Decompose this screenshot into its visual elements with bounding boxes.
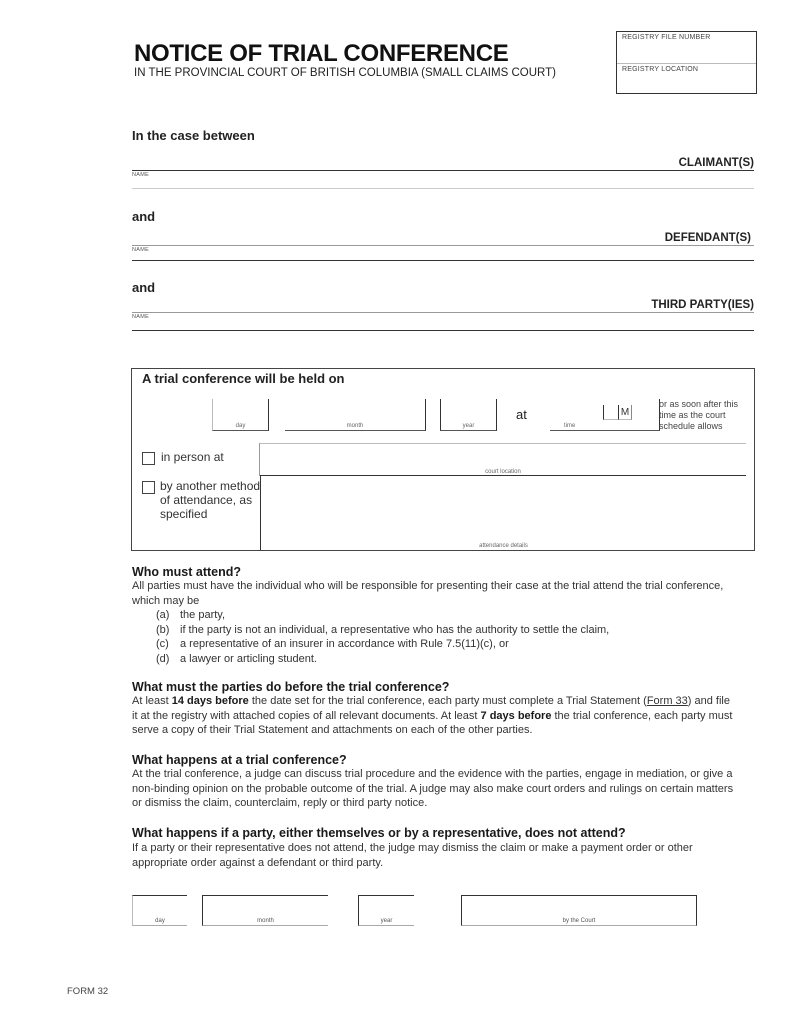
who-intro: All parties must have the individual who will be responsible for presenting their case at the trial attend the trial conference, which may be <box>132 580 724 607</box>
signature-year-field[interactable] <box>358 895 414 926</box>
before-heading: What must the parties do before the trial conference? <box>132 680 450 694</box>
list-item-text: if the party is not an individual, a representative who has the authority to settle the claim, <box>180 623 610 636</box>
soon-note-line-3: schedule allows <box>659 421 723 431</box>
who-heading: Who must attend? <box>132 565 242 579</box>
before-bold-1: 14 days before <box>171 695 249 707</box>
soon-note-line-1: or as soon after this <box>659 399 739 409</box>
trial-time-label: time <box>564 423 576 429</box>
third-party-name-field[interactable] <box>132 312 754 313</box>
in-person-label: in person at <box>161 450 224 464</box>
registry-file-number-label: REGISTRY FILE NUMBER <box>622 34 711 41</box>
before-text-2: the date set for the trial conference, each party must complete a Trial Statement ( <box>248 695 647 707</box>
trial-year-label: year <box>462 423 475 429</box>
absent-paragraph: If a party or their representative does not attend, the judge may dismiss the claim or make a payment order or other appropriate order against a defendant or third party. <box>132 842 693 869</box>
connector-and-1: and <box>132 209 156 224</box>
signature-year-label: year <box>380 918 393 924</box>
soon-note <box>659 399 738 432</box>
trial-month-label: month <box>346 423 364 429</box>
happens-paragraph: At the trial conference, a judge can discuss trial procedure and the evidence with the parties, engage in mediation, or give a non-binding opinion on the probable outcome of the trial. A judge may also make court orders and rulings on certain matters or dismiss the claim, counterclaim, reply or third party notice. <box>132 768 734 809</box>
who-list-item <box>156 652 746 667</box>
page-title: NOTICE OF TRIAL CONFERENCE <box>134 40 509 67</box>
by-the-court-field[interactable] <box>461 895 697 926</box>
page-subtitle: IN THE PROVINCIAL COURT OF BRITISH COLUMBIA (SMALL CLAIMS COURT) <box>134 67 556 79</box>
defendant-role-label: DEFENDANT(S) <box>664 232 751 244</box>
third-party-role-label: THIRD PARTY(IES) <box>651 299 754 311</box>
before-bold-2: 7 days before <box>480 709 552 722</box>
attendance-details-label: attendance details <box>479 543 528 549</box>
court-location-field[interactable] <box>259 443 746 476</box>
claimant-divider <box>132 188 754 189</box>
defendant-name-label: NAME <box>132 247 150 253</box>
list-item-marker: (b) <box>156 623 170 636</box>
other-method-checkbox[interactable] <box>142 481 155 494</box>
meridiem-field[interactable]: M <box>618 405 632 420</box>
trial-time-field[interactable] <box>550 399 660 431</box>
claimant-role-label: CLAIMANT(S) <box>678 157 754 169</box>
trial-heading: A trial conference will be held on <box>142 371 345 386</box>
signature-day-label: day <box>155 918 165 924</box>
other-method-line-1: by another method <box>160 479 261 493</box>
soon-note-line-2: time as the court <box>659 410 726 420</box>
claimant-name-field[interactable] <box>132 170 754 171</box>
connector-and-2: and <box>132 280 156 295</box>
claimant-name-label: NAME <box>132 172 150 178</box>
signature-month-label: month <box>257 918 274 924</box>
before-text-3: ) and file it at the registry with attached copies of all relevant documents. At least <box>132 695 730 722</box>
other-method-label <box>160 479 260 521</box>
before-text-4: the trial conference, each party must serve a copy of their Trial Statement and attachments on each of the other parties. <box>132 709 733 736</box>
before-text-1: At least <box>132 695 172 707</box>
who-list <box>156 608 746 666</box>
form-number: FORM 32 <box>67 986 109 997</box>
attendance-details-field[interactable] <box>260 475 746 550</box>
signature-month-field[interactable] <box>202 895 328 926</box>
registry-divider <box>617 63 756 64</box>
list-item-marker: (a) <box>156 609 170 621</box>
trial-year-field[interactable] <box>440 399 497 431</box>
who-list-item <box>156 608 746 623</box>
parties-intro: In the case between <box>132 128 255 143</box>
third-party-divider <box>132 330 754 331</box>
list-item-text: the party, <box>180 609 226 621</box>
who-list-item <box>156 637 746 652</box>
defendant-divider <box>132 260 754 261</box>
time-hour-subfield[interactable] <box>603 405 618 420</box>
list-item-marker: (c) <box>156 638 169 650</box>
third-party-name-label: NAME <box>132 314 150 320</box>
list-item-marker: (d) <box>156 652 170 665</box>
trial-conference-box <box>131 368 755 551</box>
defendant-name-field[interactable] <box>132 245 754 246</box>
registry-box <box>616 31 757 94</box>
other-method-line-3: specified <box>160 507 208 521</box>
before-paragraph <box>132 694 737 738</box>
in-person-checkbox[interactable] <box>142 452 155 465</box>
at-label: at <box>516 407 527 422</box>
court-location-label: court location <box>485 469 521 475</box>
by-the-court-label: by the Court <box>562 918 596 924</box>
list-item-text: a representative of an insurer in accordance with Rule 7.5(11)(c), or <box>180 638 509 650</box>
list-item-text: a lawyer or articling student. <box>180 652 317 665</box>
trial-month-field[interactable] <box>285 399 426 431</box>
absent-heading: What happens if a party, either themselves or by a representative, does not attend? <box>132 826 626 840</box>
form-33-link[interactable]: Form 33 <box>646 695 688 707</box>
signature-day-field[interactable] <box>132 895 187 926</box>
happens-heading: What happens at a trial conference? <box>132 753 347 767</box>
other-method-line-2: of attendance, as <box>160 493 253 507</box>
who-list-item <box>156 623 746 638</box>
trial-day-label: day <box>235 423 246 429</box>
registry-location-label: REGISTRY LOCATION <box>622 66 699 73</box>
trial-day-field[interactable] <box>212 399 269 431</box>
